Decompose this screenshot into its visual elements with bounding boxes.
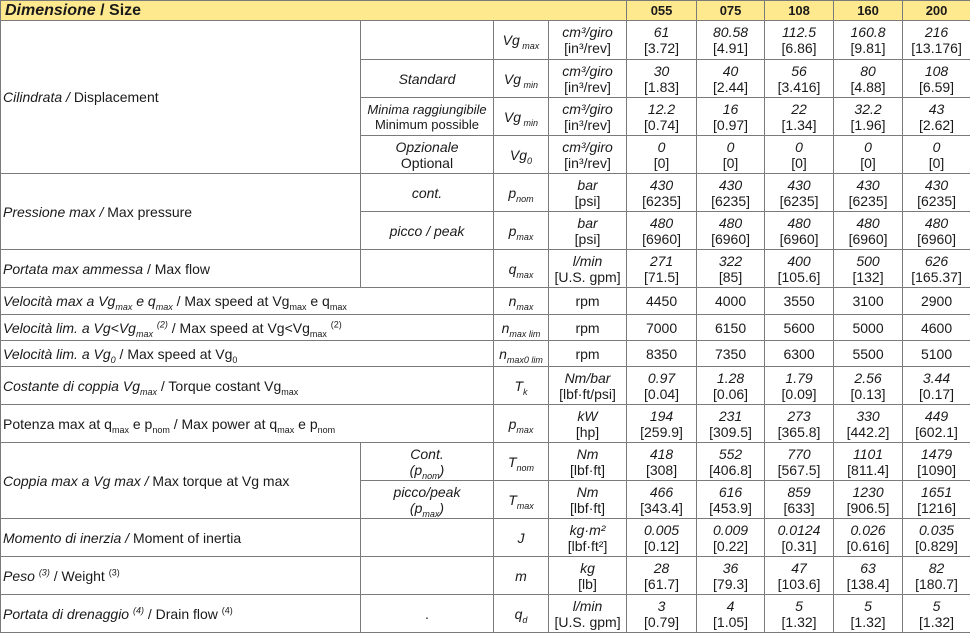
value-160: 3100 (834, 288, 903, 315)
label-max-speed: Velocità max a $Vg_{max}$ e $q_{max}$ / Max speed at $Vg_{max}$ e $q_{max}$ (1, 288, 494, 315)
value-160: 5500 (834, 341, 903, 367)
label-drain-flow: Portata di drenaggio $^{(4)}$ / Drain flow $^{(4)}$ (1, 595, 361, 633)
unit: l/min [U.S. gpm] (549, 595, 627, 633)
unit: rpm (549, 341, 627, 367)
value-108: 22 [1.34] (765, 98, 834, 136)
value-075: 4 [1.05] (697, 595, 765, 633)
row-weight (1, 557, 970, 595)
value-055: 480 [6960] (627, 212, 697, 250)
row-press-cont (1, 174, 970, 212)
unit: cm³/giro [in³/rev] (549, 60, 627, 98)
sublabel-optional: Opzionale Optional (361, 136, 494, 174)
value-160: 2.56 [0.13] (834, 367, 903, 405)
value-108: 430 [6235] (765, 174, 834, 212)
value-200: 1651 [1216] (903, 481, 970, 519)
row-torque-constant (1, 367, 970, 405)
symbol-nmax0lim: $n_{max0 lim}$ (494, 341, 549, 367)
value-075: 552 [406.8] (697, 443, 765, 481)
symbol-tk: $T_k$ (494, 367, 549, 405)
value-200: 449 [602.1] (903, 405, 970, 443)
symbol-tnom: $T_{nom}$ (494, 443, 549, 481)
value-160: 330 [442.2] (834, 405, 903, 443)
unit: bar [psi] (549, 174, 627, 212)
sublabel-torque-peak: picco/peak $(p_{max})$ (361, 481, 494, 519)
value-200: 4600 (903, 315, 970, 341)
unit: kg [lb] (549, 557, 627, 595)
symbol-qd: $q_d$ (494, 595, 549, 633)
value-055: 0.005 [0.12] (627, 519, 697, 557)
value-200: 3.44 [0.17] (903, 367, 970, 405)
value-108: 3550 (765, 288, 834, 315)
value-075: 1.28 [0.06] (697, 367, 765, 405)
value-108: 859 [633] (765, 481, 834, 519)
sublabel-peak: picco / peak (361, 212, 494, 250)
value-108: 5 [1.32] (765, 595, 834, 633)
value-108: 400 [105.6] (765, 250, 834, 288)
row-max-speed (1, 288, 970, 315)
value-108: 6300 (765, 341, 834, 367)
value-160: 500 [132] (834, 250, 903, 288)
value-055: 271 [71.5] (627, 250, 697, 288)
symbol-pmax: $p_{max}$ (494, 405, 549, 443)
value-200: 5 [1.32] (903, 595, 970, 633)
row-inertia (1, 519, 970, 557)
value-055: 7000 (627, 315, 697, 341)
value-075: 616 [453.9] (697, 481, 765, 519)
label-max-flow: Portata max ammessa / Max flow (1, 250, 361, 288)
value-055: 430 [6235] (627, 174, 697, 212)
value-108: 47 [103.6] (765, 557, 834, 595)
unit: rpm (549, 315, 627, 341)
value-075: 430 [6235] (697, 174, 765, 212)
value-160: 32.2 [1.96] (834, 98, 903, 136)
value-075: 480 [6960] (697, 212, 765, 250)
value-075: 0.009 [0.22] (697, 519, 765, 557)
symbol-vgmin: Vg $_{min}$ (494, 98, 549, 136)
label-weight: Peso $^{(3)}$ / Weight $^{(3)}$ (1, 557, 361, 595)
symbol-j: J (494, 519, 549, 557)
unit: cm³/giro [in³/rev] (549, 136, 627, 174)
sublabel-cont: cont. (361, 174, 494, 212)
size-055: 055 (627, 1, 697, 21)
value-200: 43 [2.62] (903, 98, 970, 136)
size-108: 108 (765, 1, 834, 21)
unit: cm³/giro [in³/rev] (549, 98, 627, 136)
value-055: 28 [61.7] (627, 557, 697, 595)
symbol-vg0: $Vg_0$ (494, 136, 549, 174)
value-055: 30 [1.83] (627, 60, 697, 98)
value-108: 0.0124 [0.31] (765, 519, 834, 557)
value-108: 480 [6960] (765, 212, 834, 250)
value-055: 0.97 [0.04] (627, 367, 697, 405)
value-075: 6150 (697, 315, 765, 341)
value-200: 82 [180.7] (903, 557, 970, 595)
symbol-qmax: $q_{max}$ (494, 250, 549, 288)
value-108: 770 [567.5] (765, 443, 834, 481)
size-title: Dimensione / Size (1, 1, 627, 21)
value-075: 7350 (697, 341, 765, 367)
unit: Nm/bar [lbf·ft/psi] (549, 367, 627, 405)
label-inertia: Momento di inerzia / Moment of inertia (1, 519, 361, 557)
value-055: 12.2 [0.74] (627, 98, 697, 136)
symbol-vgmin: Vg $_{min}$ (494, 60, 549, 98)
unit: l/min [U.S. gpm] (549, 250, 627, 288)
value-075: 40 [2.44] (697, 60, 765, 98)
sublabel-torque-cont: Cont. $(p_{nom})$ (361, 443, 494, 481)
symbol-m: m (494, 557, 549, 595)
sublabel-standard: Standard (361, 60, 494, 98)
value-200: 480 [6960] (903, 212, 970, 250)
unit: Nm [lbf·ft] (549, 481, 627, 519)
value-075: 80.58 [4.91] (697, 21, 765, 60)
value-200: 108 [6.59] (903, 60, 970, 98)
value-160: 1230 [906.5] (834, 481, 903, 519)
size-160: 160 (834, 1, 903, 21)
value-200: 430 [6235] (903, 174, 970, 212)
label-lim-speed: Velocità lim. a $Vg<Vg_{max}$ $^{(2)}$ / Max speed at $Vg<Vg_{max}$ $^{(2)}$ (1, 315, 494, 341)
value-075: 4000 (697, 288, 765, 315)
value-055: 8350 (627, 341, 697, 367)
unit: kW [hp] (549, 405, 627, 443)
symbol-pmax: $p_{max}$ (494, 212, 549, 250)
value-108: 1.79 [0.09] (765, 367, 834, 405)
value-200: 5100 (903, 341, 970, 367)
value-075: 16 [0.97] (697, 98, 765, 136)
value-160: 80 [4.88] (834, 60, 903, 98)
unit: rpm (549, 288, 627, 315)
value-200: 2900 (903, 288, 970, 315)
label-max-power: Potenza max at $q_{max}$ e $p_{nom}$ / Max power at $q_{max}$ e $p_{nom}$ (1, 405, 494, 443)
symbol-tmax: $T_{max}$ (494, 481, 549, 519)
row-disp-vgmax (1, 21, 970, 60)
value-200: 216 [13.176] (903, 21, 970, 60)
value-160: 63 [138.4] (834, 557, 903, 595)
symbol-pnom: $p_{nom}$ (494, 174, 549, 212)
header-row (1, 1, 970, 21)
value-075: 231 [309.5] (697, 405, 765, 443)
value-160: 160.8 [9.81] (834, 21, 903, 60)
value-055: 0 [0] (627, 136, 697, 174)
value-055: 466 [343.4] (627, 481, 697, 519)
value-200: 0 [0] (903, 136, 970, 174)
label-max-pressure: Pressione max / Max pressure (1, 174, 361, 250)
value-108: 112.5 [6.86] (765, 21, 834, 60)
row-drain-flow (1, 595, 970, 633)
value-055: 61 [3.72] (627, 21, 697, 60)
value-108: 273 [365.8] (765, 405, 834, 443)
value-160: 430 [6235] (834, 174, 903, 212)
value-075: 322 [85] (697, 250, 765, 288)
value-200: 1479 [1090] (903, 443, 970, 481)
value-200: 0.035 [0.829] (903, 519, 970, 557)
value-200: 626 [165.37] (903, 250, 970, 288)
value-055: 194 [259.9] (627, 405, 697, 443)
row-max-power (1, 405, 970, 443)
value-108: 5600 (765, 315, 834, 341)
symbol-nmax: $n_{max}$ (494, 288, 549, 315)
label-max-torque: Coppia max a Vg max / Max torque at Vg max (1, 443, 361, 519)
value-160: 0.026 [0.616] (834, 519, 903, 557)
row-lim-speed (1, 315, 970, 341)
label-speed-vg0: Velocità lim. a $Vg_0$ / Max speed at $Vg_0$ (1, 341, 494, 367)
value-055: 3 [0.79] (627, 595, 697, 633)
row-max-flow (1, 250, 970, 288)
unit: cm³/giro [in³/rev] (549, 21, 627, 60)
value-108: 56 [3.416] (765, 60, 834, 98)
value-075: 0 [0] (697, 136, 765, 174)
value-055: 418 [308] (627, 443, 697, 481)
value-160: 5000 (834, 315, 903, 341)
empty-sub: . (361, 595, 494, 633)
value-160: 0 [0] (834, 136, 903, 174)
value-075: 36 [79.3] (697, 557, 765, 595)
size-075: 075 (697, 1, 765, 21)
sublabel-minimum: Minima raggiungibile Minimum possible (361, 98, 494, 136)
unit: kg·m² [lbf·ft²] (549, 519, 627, 557)
label-displacement: Cilindrata / Displacement (1, 21, 361, 174)
symbol-nmaxlim: $n_{max lim}$ (494, 315, 549, 341)
value-160: 5 [1.32] (834, 595, 903, 633)
symbol-vgmax: Vg $_{max}$ (494, 21, 549, 60)
value-055: 4450 (627, 288, 697, 315)
unit: Nm [lbf·ft] (549, 443, 627, 481)
value-160: 1101 [811.4] (834, 443, 903, 481)
size-200: 200 (903, 1, 970, 21)
label-torque-constant: Costante di coppia $Vg_{max}$ / Torque costant $Vg_{max}$ (1, 367, 494, 405)
value-108: 0 [0] (765, 136, 834, 174)
unit: bar [psi] (549, 212, 627, 250)
row-speed-vg0 (1, 341, 970, 367)
value-160: 480 [6960] (834, 212, 903, 250)
row-torque-cont (1, 443, 970, 481)
